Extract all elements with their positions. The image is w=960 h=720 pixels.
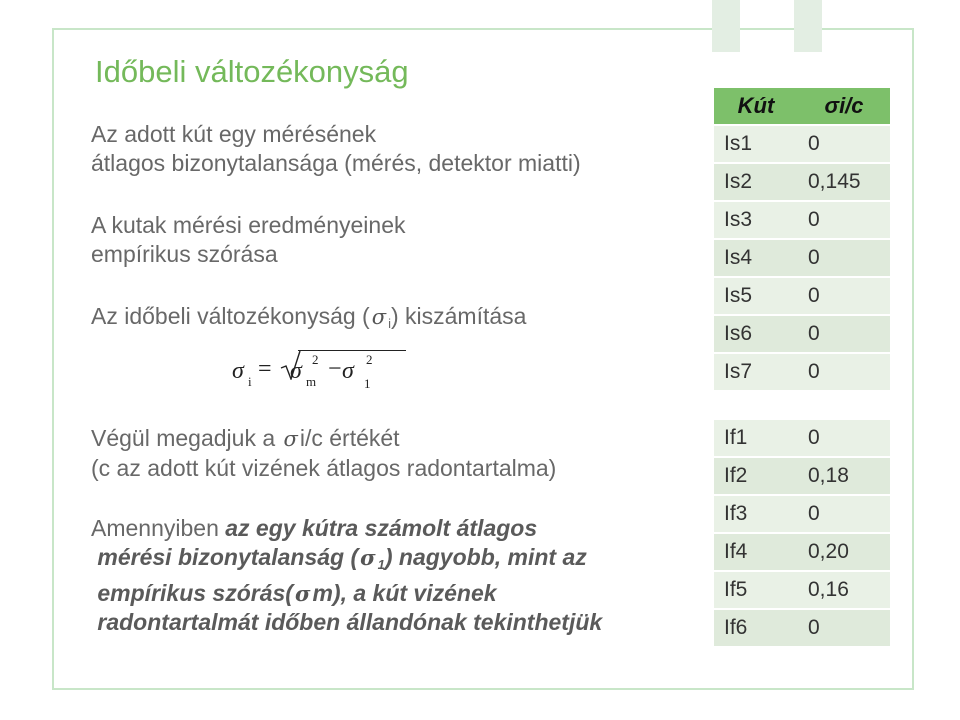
cell-value: 0	[798, 240, 890, 276]
cell-value: 0	[798, 610, 890, 646]
formula-sigma-m: σ	[290, 358, 302, 384]
p1-line2: átlagos bizonytalansága (mérés, detektor miatti)	[91, 150, 581, 176]
slide-title: Időbeli változékonyság	[95, 54, 409, 89]
formula-sigma-1: σ	[342, 358, 354, 384]
sigma-symbol: σ	[360, 545, 376, 570]
table-row	[714, 354, 890, 390]
p5-line4	[91, 608, 602, 637]
cell-value: 0	[798, 202, 890, 238]
cell-well: Is6	[714, 316, 798, 352]
cell-value: 0,16	[798, 572, 890, 608]
cell-value: 0	[798, 278, 890, 314]
p5-b4: radontartalmát időben állandónak tekinthetjük	[97, 609, 603, 635]
p5-line2	[91, 543, 602, 579]
p5-b2a: mérési bizonytalanság (	[97, 544, 359, 570]
table-row	[714, 572, 890, 608]
cell-value: 0	[798, 354, 890, 390]
p4-after: i/c értékét	[299, 425, 400, 451]
p5-b2sub: 1	[377, 557, 385, 572]
cell-value: 0	[798, 126, 890, 162]
cell-value: 0	[798, 420, 890, 456]
table-row	[714, 534, 890, 570]
formula-sub-i: i	[248, 374, 252, 389]
p3-before: Az időbeli változékonyság (	[91, 303, 370, 329]
table-row	[714, 610, 890, 646]
p4-line2: (c az adott kút vizének átlagos radontartalma)	[91, 455, 557, 481]
cell-well: If6	[714, 610, 798, 646]
formula-sub-1: 1	[364, 376, 371, 391]
cell-value: 0	[798, 316, 890, 352]
paragraph-conclusion	[91, 514, 602, 637]
p3-after: ) kiszámítása	[390, 303, 527, 329]
table-header-well: Kút	[714, 88, 798, 124]
cell-value: 0,20	[798, 534, 890, 570]
cell-well: Is3	[714, 202, 798, 238]
table-row	[714, 164, 890, 200]
p5-line3	[91, 579, 602, 608]
p5-b3a: empírikus szórás(	[97, 580, 293, 606]
paragraph-measurement-uncertainty	[91, 120, 581, 178]
formula-sup-2b: 2	[366, 352, 373, 367]
p5-b2b: ) nagyobb, mint az	[384, 544, 587, 570]
formula-sub-m: m	[306, 374, 317, 389]
cell-well: Is7	[714, 354, 798, 390]
table-row	[714, 420, 890, 456]
p5-line1	[91, 514, 602, 543]
paragraph-empirical-spread	[91, 211, 406, 269]
formula-sigma-i	[228, 348, 408, 398]
formula-equals: =	[258, 356, 272, 382]
table-header-sigma: σi/c	[798, 88, 890, 124]
sqrt-bar	[298, 350, 406, 351]
p5-b3b: m), a kút vizének	[312, 580, 497, 606]
table-row	[714, 126, 890, 162]
decor-block-right	[794, 0, 822, 52]
table-row	[714, 316, 890, 352]
formula-sigma-lhs: σ	[232, 358, 244, 384]
p2-line2: empírikus szórása	[91, 241, 278, 267]
cell-well: If2	[714, 458, 798, 494]
cell-value: 0,18	[798, 458, 890, 494]
p4-before: Végül megadjuk a	[91, 425, 276, 451]
p5-plain: Amennyiben	[91, 515, 219, 541]
p5-b1: az egy kútra számolt átlagos	[225, 515, 538, 541]
table-row	[714, 278, 890, 314]
cell-value: 0	[798, 496, 890, 532]
cell-well: If5	[714, 572, 798, 608]
table-row	[714, 496, 890, 532]
table-row	[714, 240, 890, 276]
cell-well: Is1	[714, 126, 798, 162]
cell-value: 0,145	[798, 164, 890, 200]
paragraph-final-value	[91, 424, 556, 483]
cell-well: Is5	[714, 278, 798, 314]
p2-line1: A kutak mérési eredményeinek	[91, 212, 406, 238]
cell-well: Is4	[714, 240, 798, 276]
formula-minus: −	[328, 356, 342, 382]
p1-line1: Az adott kút egy mérésének	[91, 121, 377, 147]
sigma-symbol: σ	[371, 305, 387, 329]
table-wells-if	[714, 418, 890, 648]
sigma-symbol: σ	[283, 427, 298, 451]
formula-sup-2a: 2	[312, 352, 319, 367]
sigma-subscript: i	[388, 316, 391, 331]
cell-well: If1	[714, 420, 798, 456]
table-row	[714, 202, 890, 238]
sigma-symbol: σ	[294, 581, 311, 606]
p4-line1	[91, 424, 556, 454]
cell-well: Is2	[714, 164, 798, 200]
cell-well: If4	[714, 534, 798, 570]
table-row	[714, 458, 890, 494]
paragraph-temporal-variability	[91, 302, 526, 338]
table-wells-is	[714, 86, 890, 392]
decor-block-left	[712, 0, 740, 52]
cell-well: If3	[714, 496, 798, 532]
